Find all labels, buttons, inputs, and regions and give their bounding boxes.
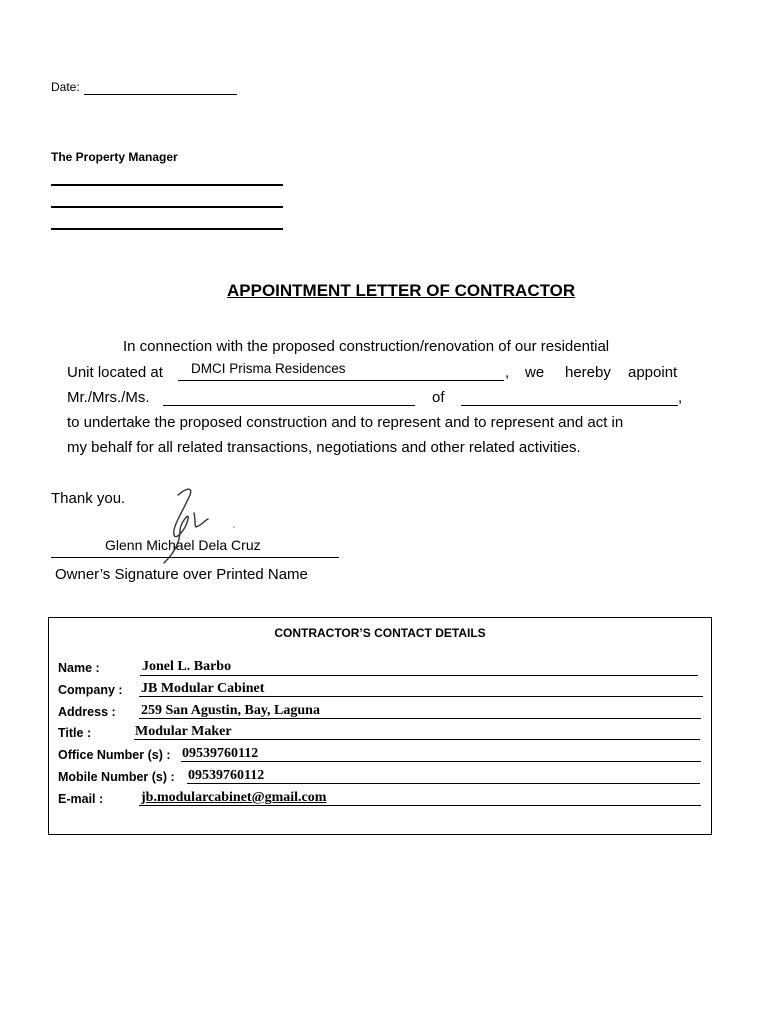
body-line-4: to undertake the proposed construction and to represent and to represent and act in [67,414,624,431]
address-value: 259 San Agustin, Bay, Laguna [141,703,320,718]
unit-location-value: DMCI Prisma Residences [191,361,346,376]
address-line-2 [51,206,283,208]
line-3-of: of [432,389,445,406]
letter-title: APPOINTMENT LETTER OF CONTRACTOR [227,281,576,300]
name-label: Name : [58,661,100,675]
body-line-5: my behalf for all related transactions, negotiations and other related activities. [67,439,581,456]
company-value: JB Modular Cabinet [141,681,265,696]
signature-caption: Owner’s Signature over Printed Name [55,566,308,583]
company-line [139,696,703,697]
body-line-1: In connection with the proposed construction/renovation of our residential [123,338,610,355]
title-line [134,739,700,740]
contractor-contact-box [48,617,712,835]
email-label: E-mail : [58,792,104,806]
email-line [139,805,701,806]
owner-printed-name: Glenn Michael Dela Cruz [105,537,261,553]
line-2-hereby: hereby [565,364,611,381]
mobile-number-label: Mobile Number (s) : [58,770,175,784]
address-line-3 [51,228,283,230]
owner-signature [150,483,250,573]
line-3-comma: , [678,389,683,406]
body-line-3-start: Mr./Mrs./Ms. [67,389,150,406]
mobile-number-value: 09539760112 [188,768,265,783]
name-line [140,675,698,676]
mobile-number-line [187,783,700,784]
address-line-1 [51,184,283,186]
signature-line [51,557,339,558]
office-number-line [181,761,701,762]
office-number-label: Office Number (s) : [58,748,171,762]
email-value: jb.modularcabinet@gmail.com [141,790,327,805]
office-number-value: 09539760112 [182,746,259,761]
address-line [139,718,701,719]
appointee-company-line [461,405,678,406]
date-label: Date: [51,80,80,94]
line-2-appoint: appoint [628,364,678,381]
recipient-label: The Property Manager [51,150,178,164]
appointee-name-line [163,405,415,406]
unit-location-line [178,380,504,381]
date-line [84,94,237,95]
line-2-we: we [525,364,545,381]
company-label: Company : [58,683,123,697]
title-label: Title : [58,726,92,740]
address-label: Address : [58,705,116,719]
body-line-2-start: Unit located at [67,364,163,381]
contact-box-title: CONTRACTOR’S CONTACT DETAILS [274,626,486,640]
thank-you: Thank you. [51,490,126,507]
line-2-comma: , [505,364,510,381]
name-value: Jonel L. Barbo [142,659,232,674]
title-value: Modular Maker [135,724,232,739]
